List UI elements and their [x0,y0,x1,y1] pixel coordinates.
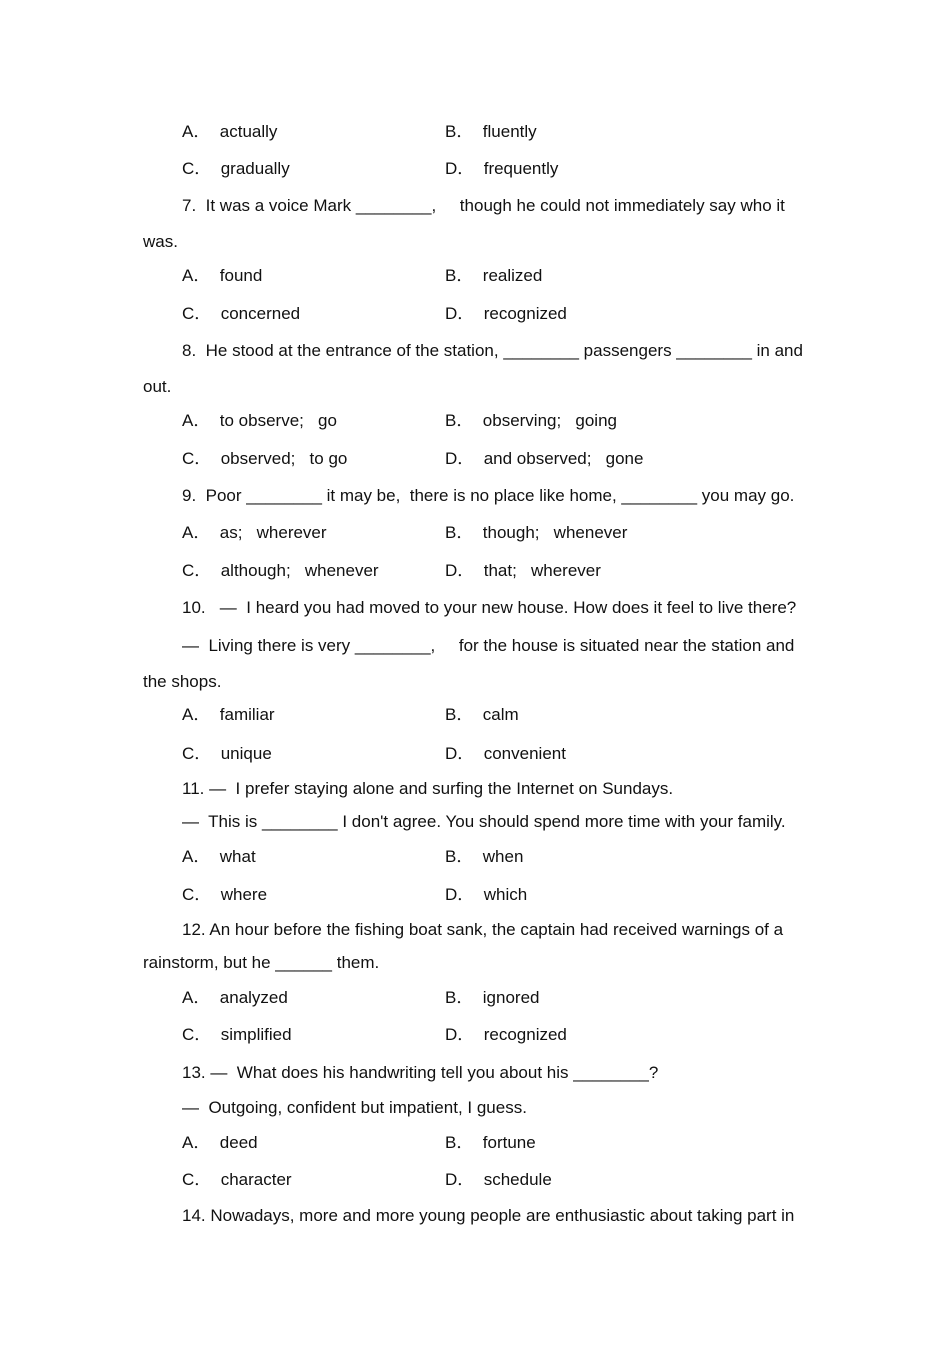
q13-option-b: B． fortune [445,1133,536,1152]
q12-option-a: A． analyzed [182,988,288,1007]
q12-option-c: C． simplified [182,1025,292,1044]
q8-stem-cont: out. [143,377,172,396]
q11-stem: 11. — I prefer staying alone and surfing the Internet on Sundays. [182,779,674,798]
q7-stem-cont: was. [143,232,178,251]
q6-option-d: D． frequently [445,159,559,178]
q9-option-c: C． although; whenever [182,561,379,580]
q9-option-b: B． though; whenever [445,523,628,542]
q8-option-c: C． observed; to go [182,449,348,468]
q7-option-d: D． recognized [445,304,567,323]
q10-stem: 10. — I heard you had moved to your new house. How does it feel to live there? [182,598,797,617]
q12-option-d: D． recognized [445,1025,567,1044]
q10-reply: — Living there is very ________, for the house is situated near the station and [182,636,795,655]
q10-reply-cont: the shops. [143,672,222,691]
q9-option-d: D． that; wherever [445,561,601,580]
q8-option-d: D． and observed; gone [445,449,644,468]
q10-option-b: B． calm [445,705,519,724]
q10-option-d: D． convenient [445,744,566,763]
q12-option-b: B． ignored [445,988,540,1007]
q13-option-d: D． schedule [445,1170,552,1189]
q11-option-b: B． when [445,847,524,866]
q12-stem: 12. An hour before the fishing boat sank, the captain had received warnings of a [182,920,784,939]
q6-option-b: B． fluently [445,122,537,141]
q12-stem-cont: rainstorm, but he ______ them. [143,953,380,972]
q8-option-b: B． observing; going [445,411,617,430]
q11-reply: — This is ________ I don't agree. You should spend more time with your family. [182,812,786,831]
q9-stem: 9. Poor ________ it may be, there is no place like home, ________ you may go. [182,486,795,505]
q13-stem: 13. — What does his handwriting tell you about his ________? [182,1063,659,1082]
q13-option-c: C． character [182,1170,292,1189]
q7-option-a: A． found [182,266,263,285]
q11-option-a: A． what [182,847,256,866]
q8-stem: 8. He stood at the entrance of the station, ________ passengers ________ in and [182,341,803,360]
q6-option-c: C． gradually [182,159,290,178]
q8-option-a: A． to observe; go [182,411,337,430]
q9-option-a: A． as; wherever [182,523,327,542]
q13-reply: — Outgoing, confident but impatient, I guess. [182,1098,527,1117]
q7-option-c: C． concerned [182,304,301,323]
q11-option-d: D． which [445,885,528,904]
q7-stem: 7. It was a voice Mark ________, though he could not immediately say who it [182,196,785,215]
q7-option-b: B． realized [445,266,543,285]
q10-option-c: C． unique [182,744,272,763]
q10-option-a: A． familiar [182,705,275,724]
q11-option-c: C． where [182,885,268,904]
q14-stem: 14. Nowadays, more and more young people are enthusiastic about taking part in [182,1206,795,1225]
q6-option-a: A． actually [182,122,278,141]
q13-option-a: A． deed [182,1133,258,1152]
